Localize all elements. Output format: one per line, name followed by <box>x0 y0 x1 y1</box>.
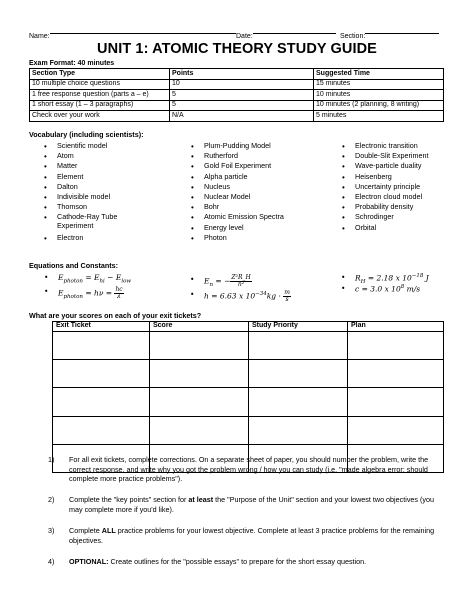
bullet: • <box>190 275 195 284</box>
name-label: Name: <box>29 33 50 40</box>
table-cell[interactable] <box>150 332 249 360</box>
table-cell[interactable] <box>348 388 444 416</box>
list-item: • Thomson <box>43 203 127 213</box>
table-header-row <box>53 322 444 332</box>
table-cell: 5 minutes <box>314 111 444 122</box>
table-cell[interactable] <box>150 360 249 388</box>
table-header-row <box>30 69 444 80</box>
bullet: • <box>44 273 49 282</box>
table-cell: 10 multiple choice questions <box>30 79 170 90</box>
table-row <box>53 416 444 444</box>
instruction-number: 1) <box>48 455 55 464</box>
table-cell: 1 free response question (parts a – e) <box>30 90 170 101</box>
column-header: Study Priority <box>249 322 348 332</box>
list-item: • Rutherford <box>190 152 284 162</box>
table-cell: 10 minutes (2 planning, 8 writing) <box>314 100 444 111</box>
table-row <box>53 360 444 388</box>
table-cell[interactable] <box>150 416 249 444</box>
bullet: • <box>44 287 49 296</box>
list-item: • Cathode-Ray Tube Experiment <box>43 213 127 233</box>
list-item: • Electronic transition <box>341 142 429 152</box>
list-item: • Probability density <box>341 203 429 213</box>
exit-ticket-table <box>52 321 444 473</box>
list-item: • Orbital <box>341 224 429 234</box>
section-label: Section: <box>340 33 366 40</box>
instruction-text: Complete ALL practice problems for your lowest objective. Complete at least 3 practice problems for the remaining objectives. <box>69 526 435 545</box>
list-item: • Atom <box>43 152 127 162</box>
column-header: Suggested Time <box>314 69 444 80</box>
table-row <box>30 90 444 101</box>
instruction-text: For all exit tickets, complete corrections. On a separate sheet of paper, you should number the problem, write the correct response, and write why you got the problem wrong / how you can study (i.e. "made algebra error; should complete more practice problems"). <box>69 455 429 484</box>
table-cell[interactable] <box>249 416 348 444</box>
table-cell[interactable] <box>249 360 348 388</box>
column-header: Score <box>150 322 249 332</box>
table-cell[interactable] <box>249 332 348 360</box>
column-header: Exit Ticket <box>53 322 150 332</box>
date-label: Date: <box>236 33 253 40</box>
table-cell[interactable] <box>53 388 150 416</box>
scores-heading: What are your scores on each of your exit tickets? <box>29 311 202 320</box>
list-item: • Alpha particle <box>190 173 284 183</box>
table-row <box>53 332 444 360</box>
table-cell[interactable] <box>150 388 249 416</box>
list-item: • Dalton <box>43 183 127 193</box>
list-item: • Element <box>43 173 127 183</box>
table-cell[interactable] <box>348 416 444 444</box>
study-guide-page: Name: Date: Section: UNIT 1: ATOMIC THEORY STUDY GUIDE Exam Format: 40 minutes Section Type Points Suggested Time 10 multiple choice questions 10 15 minutes 1 free response question (parts a – e) 5 10 minutes 1 short essay (1 – 3 paragraphs) 5 10 minutes (2 planning, 8 writing) Check over your work N/A 5 minutes Vocabulary (including scientists): • Scientific model • Atom • Matter • Element • Dalton • Indivisible model • Thomson • Cathode-Ray Tube Experiment • Electron • Plum-Pudding Model • Rutherford • Gold Foil Experiment • Alpha particle • Nucleus • Nuclear Model • Bohr • Atomic Emission Spectra • Energy level • Photon • Electronic transition • Double-Slit Experiment • Wave-particle duality • Heisenberg • Uncertainty principle • Electron cloud model • Probability density • Schrodinger • Orbital Equations and Constants: • $E_{photon} = E_{hi} - E_{low}$ • $E_{photon} = h\nu$ = $\frac{hc}{\lambda}$ • $E_n$ = − $\frac{\text{Z²R\_H}}{\text{n²}}$ • h = 6.63 x $10^{-34}kg$ · $\frac{m}{s}$ • $R_H = 2.18$ x $10^{-18}$ J • c = 3.0 x $10^8$ m/s What are your scores on each of your exit tickets? Exit Ticket Score Study Priority Plan 1) For all exit tickets, complete corrections. On a separate sheet of paper, you should number the problem, write the correct response, and write why you got the problem wrong / how you can study (i.e. "made algebra error; should complete more practice problems"). 2) Complete the "key points" section for at least the "Purpose of the Unit" section and your lowest two objectives (you may complete more if you'd like). 3) Complete ALL practice problems for your lowest objective. Complete at least 3 practice problems for the remaining objectives. 4) OPTIONAL: Create outlines for the "possible essays" to prepare for the short essay question. <box>0 0 474 613</box>
list-item: • Electron cloud model <box>341 193 429 203</box>
table-cell: 5 <box>170 100 314 111</box>
exam-format-table <box>29 68 444 122</box>
table-row <box>30 111 444 122</box>
bullet: • <box>341 273 346 282</box>
list-item: • Scientific model <box>43 142 127 152</box>
table-cell[interactable] <box>348 360 444 388</box>
table-cell[interactable] <box>53 416 150 444</box>
list-item: • Photon <box>190 234 284 244</box>
list-item: • Bohr <box>190 203 284 213</box>
instruction-text: OPTIONAL: Create outlines for the "possible essays" to prepare for the short essay question. <box>69 557 367 566</box>
bullet: • <box>190 290 195 299</box>
list-item: • Electron <box>43 234 127 244</box>
bullet: • <box>341 284 346 293</box>
list-item: • Wave-particle duality <box>341 162 429 172</box>
vocab-heading: Vocabulary (including scientists): <box>29 130 144 139</box>
list-item: • Uncertainty principle <box>341 183 429 193</box>
table-cell: 15 minutes <box>314 79 444 90</box>
instruction-number: 2) <box>48 495 55 504</box>
list-item: • Schrodinger <box>341 213 429 223</box>
column-header: Points <box>170 69 314 80</box>
table-cell: 1 short essay (1 – 3 paragraphs) <box>30 100 170 111</box>
list-item: • Gold Foil Experiment <box>190 162 284 172</box>
instruction-number: 3) <box>48 526 55 535</box>
vocab-column-2 <box>190 142 284 244</box>
list-item: • Atomic Emission Spectra <box>190 213 284 223</box>
instruction-text: Complete the "key points" section for at least the "Purpose of the Unit" section and your lowest two objectives (you may complete more if you'd like). <box>69 495 434 514</box>
column-header: Section Type <box>30 69 170 80</box>
instruction-number: 4) <box>48 557 55 566</box>
table-cell: Check over your work <box>30 111 170 122</box>
table-cell: 5 <box>170 90 314 101</box>
exam-format-label: Exam Format: 40 minutes <box>29 60 115 67</box>
table-row <box>53 388 444 416</box>
page-title: UNIT 1: ATOMIC THEORY STUDY GUIDE <box>97 41 377 57</box>
equations-heading: Equations and Constants: <box>29 261 119 270</box>
table-row <box>30 100 444 111</box>
list-item: • Indivisible model <box>43 193 127 203</box>
column-header: Plan <box>348 322 444 332</box>
list-item: • Matter <box>43 162 127 172</box>
table-cell: 10 minutes <box>314 90 444 101</box>
list-item: • Double-Slit Experiment <box>341 152 429 162</box>
table-cell: N/A <box>170 111 314 122</box>
table-cell[interactable] <box>348 332 444 360</box>
list-item: • Nuclear Model <box>190 193 284 203</box>
table-cell[interactable] <box>53 332 150 360</box>
vocab-column-3 <box>341 142 429 234</box>
table-row <box>30 79 444 90</box>
list-item: • Plum-Pudding Model <box>190 142 284 152</box>
list-item: • Nucleus <box>190 183 284 193</box>
table-cell[interactable] <box>249 388 348 416</box>
vocab-column-1 <box>43 142 127 244</box>
table-cell: 10 <box>170 79 314 90</box>
list-item: • Heisenberg <box>341 173 429 183</box>
table-cell[interactable] <box>53 360 150 388</box>
list-item: • Energy level <box>190 224 284 234</box>
